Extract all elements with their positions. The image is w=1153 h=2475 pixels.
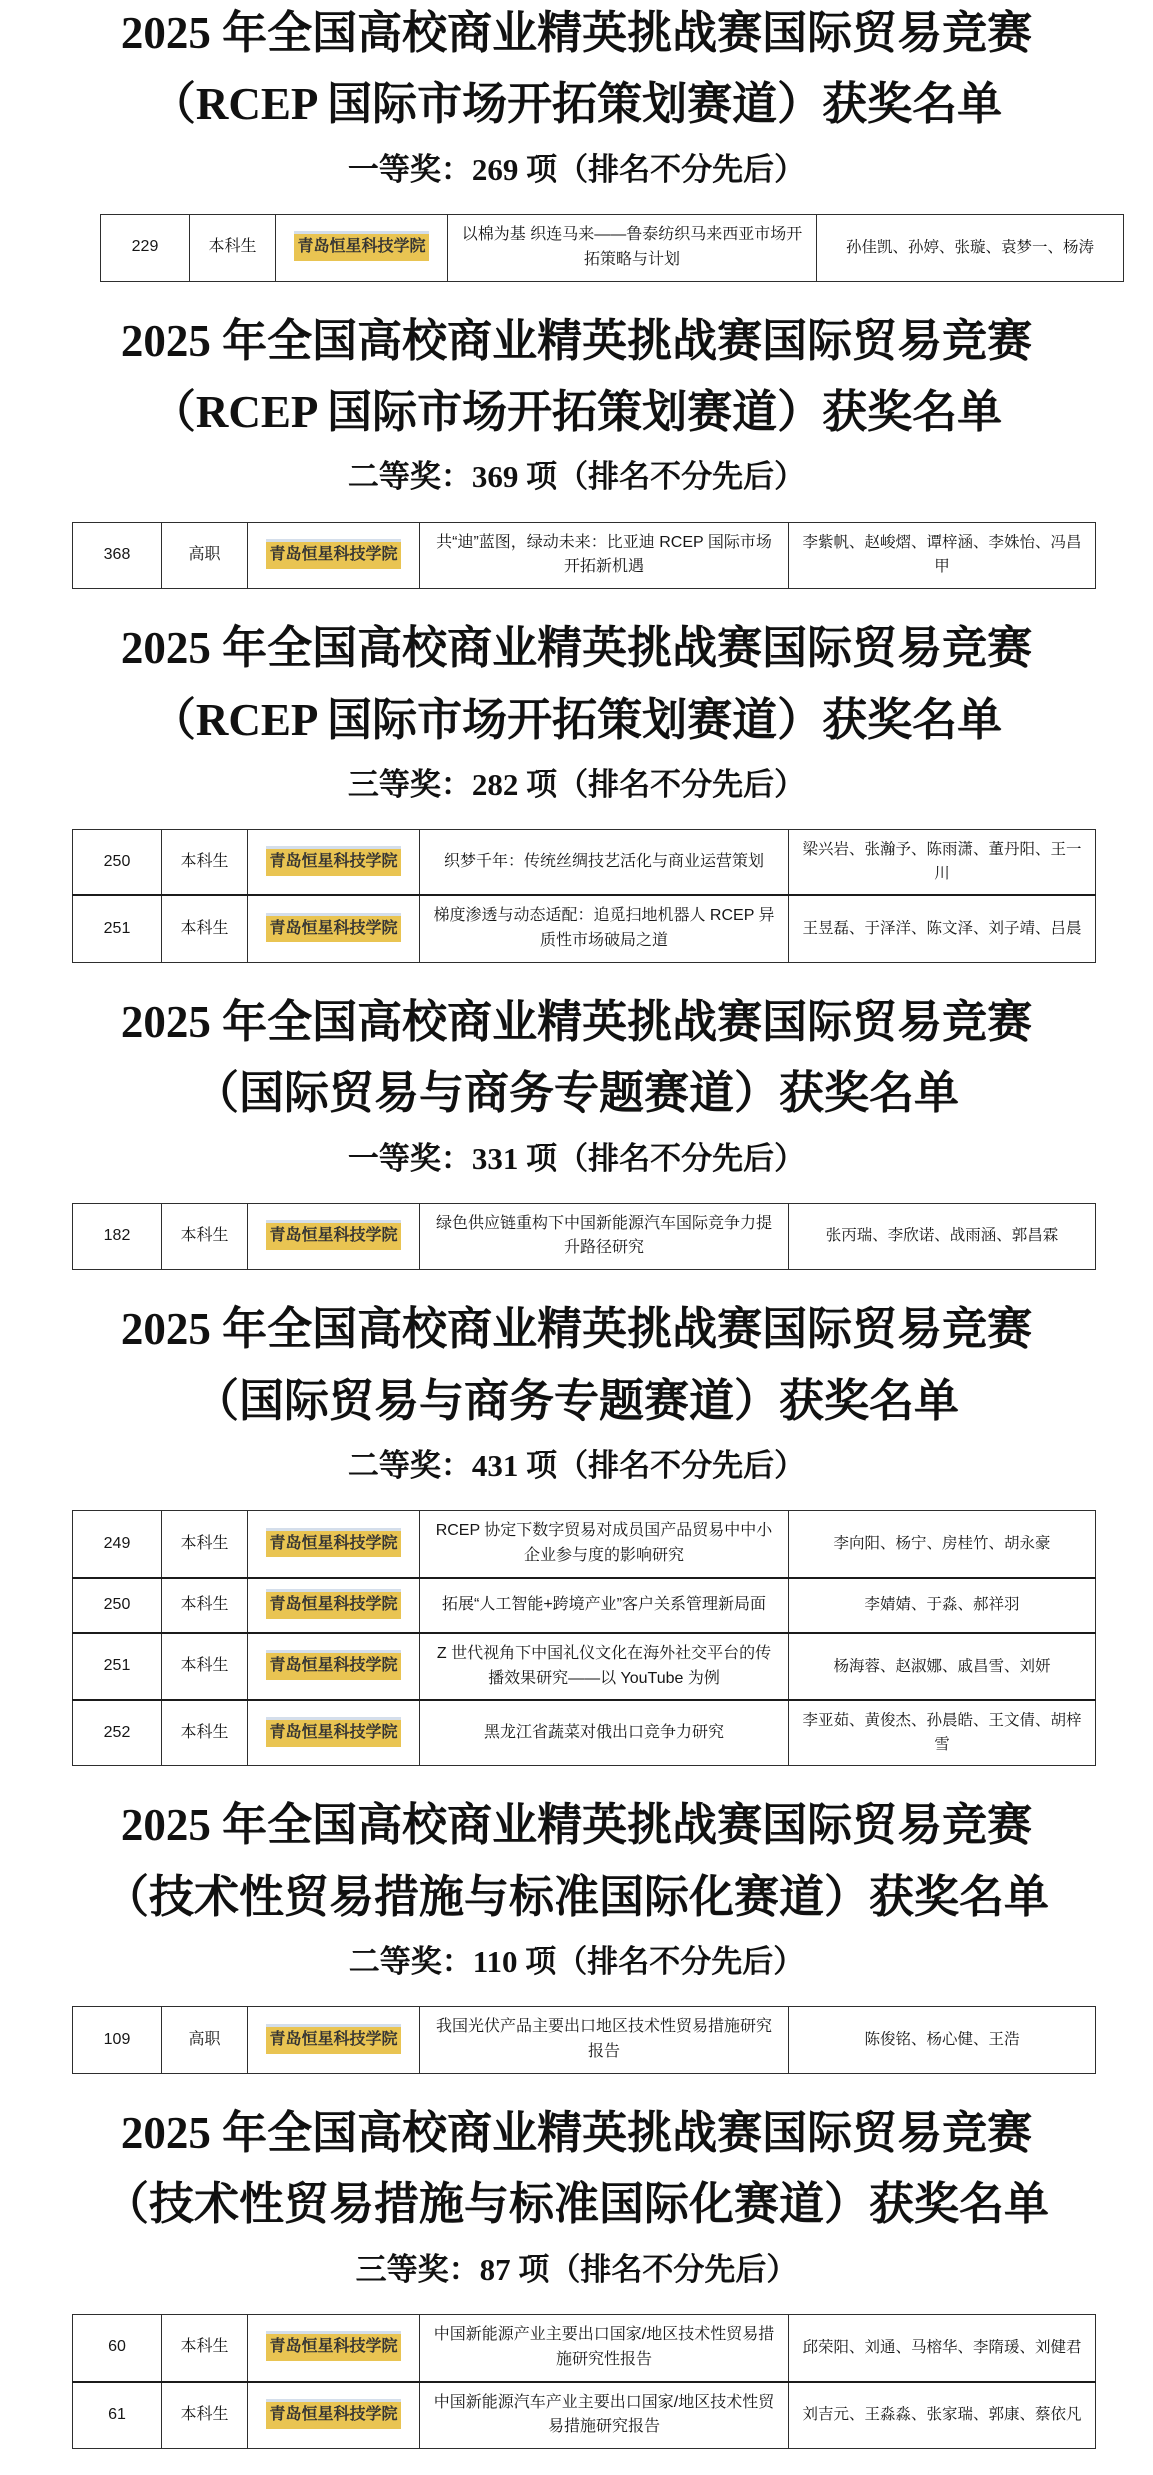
cell-project: 共“迪”蓝图，绿动未来：比亚迪 RCEP 国际市场开拓新机遇 — [420, 522, 789, 589]
cell-project: 织梦千年：传统丝绸技艺活化与商业运营策划 — [420, 830, 789, 896]
award-subtitle: 三等奖：87 项（排名不分先后） — [355, 2251, 798, 2287]
table-row — [73, 1203, 1096, 1270]
cell-school — [248, 895, 420, 962]
cell-school — [248, 1578, 420, 1633]
cell-level: 本科生 — [162, 1633, 248, 1701]
section-title-line2: （技术性贸易措施与标准国际化赛道）获奖名单 — [103, 1871, 1049, 1922]
cell-members: 李婧婧、于淼、郝祥羽 — [789, 1578, 1096, 1633]
cell-number: 252 — [73, 1700, 162, 1766]
section-title-line1: 2025 年全国高校商业精英挑战赛国际贸易竞赛 — [120, 1800, 1033, 1851]
table-row — [73, 2382, 1096, 2449]
cell-level: 本科生 — [162, 2315, 248, 2382]
award-table — [72, 829, 1096, 963]
cell-project: Z 世代视角下中国礼仪文化在海外社交平台的传播效果研究——以 YouTube 为例 — [420, 1633, 789, 1701]
cell-members: 陈俊铭、杨心健、王浩 — [789, 2007, 1096, 2074]
table-row — [73, 830, 1096, 896]
section-title-line1: 2025 年全国高校商业精英挑战赛国际贸易竞赛 — [120, 623, 1033, 674]
cell-number: 229 — [101, 214, 190, 281]
award-table — [72, 522, 1096, 590]
cell-level: 本科生 — [162, 2382, 248, 2449]
cell-number: 368 — [73, 522, 162, 589]
award-subtitle: 三等奖：282 项（排名不分先后） — [347, 766, 806, 802]
cell-number: 250 — [73, 1578, 162, 1633]
cell-school — [248, 1633, 420, 1701]
cell-level: 本科生 — [162, 895, 248, 962]
award-section-rcep-first-prize — [0, 8, 1153, 282]
table-row — [73, 1633, 1096, 1701]
school-highlight: 青岛恒星科技学院 — [266, 1720, 400, 1747]
cell-project: 拓展“人工智能+跨境产业”客户关系管理新局面 — [420, 1578, 789, 1633]
cell-level: 本科生 — [162, 1511, 248, 1578]
cell-members: 孙佳凯、孙婷、张璇、袁梦一、杨涛 — [817, 214, 1124, 281]
award-section-rcep-second-prize — [0, 316, 1153, 590]
award-table — [72, 1510, 1096, 1766]
award-section-trade-second-prize — [0, 1304, 1153, 1766]
table-row — [73, 1578, 1096, 1633]
cell-project: 以棉为基 织连马来——鲁泰纺织马来西亚市场开拓策略与计划 — [448, 214, 817, 281]
school-highlight: 青岛恒星科技学院 — [266, 2402, 400, 2429]
section-title-line2: （国际贸易与商务专题赛道）获奖名单 — [193, 1375, 959, 1426]
cell-level: 本科生 — [162, 1203, 248, 1270]
school-highlight: 青岛恒星科技学院 — [266, 1531, 400, 1558]
table-row — [73, 2007, 1096, 2074]
school-highlight: 青岛恒星科技学院 — [266, 916, 400, 943]
award-subtitle: 一等奖：331 项（排名不分先后） — [347, 1140, 806, 1176]
cell-school — [248, 1700, 420, 1766]
cell-school — [248, 1203, 420, 1270]
cell-project: 中国新能源汽车产业主要出口国家/地区技术性贸易措施研究报告 — [420, 2382, 789, 2449]
section-title-line1: 2025 年全国高校商业精英挑战赛国际贸易竞赛 — [120, 8, 1033, 58]
school-highlight: 青岛恒星科技学院 — [266, 2334, 400, 2361]
section-title-line2: （RCEP 国际市场开拓策划赛道）获奖名单 — [150, 386, 1003, 437]
school-highlight: 青岛恒星科技学院 — [266, 2027, 400, 2054]
section-title-line1: 2025 年全国高校商业精英挑战赛国际贸易竞赛 — [120, 315, 1033, 366]
school-highlight: 青岛恒星科技学院 — [266, 1653, 400, 1680]
cell-members: 梁兴岩、张瀚予、陈雨潇、董丹阳、王一川 — [789, 830, 1096, 896]
award-table — [100, 214, 1124, 282]
cell-number: 249 — [73, 1511, 162, 1578]
cell-level: 本科生 — [190, 214, 276, 281]
cell-school — [276, 214, 448, 281]
cell-number: 61 — [73, 2382, 162, 2449]
award-section-trade-first-prize — [0, 997, 1153, 1271]
section-title-line2: （RCEP 国际市场开拓策划赛道）获奖名单 — [150, 79, 1003, 130]
cell-school — [248, 2315, 420, 2382]
cell-level: 本科生 — [162, 1700, 248, 1766]
award-table — [72, 2006, 1096, 2074]
cell-members: 李向阳、杨宁、房桂竹、胡永豪 — [789, 1511, 1096, 1578]
cell-members: 王昱磊、于泽洋、陈文泽、刘子靖、吕晨 — [789, 895, 1096, 962]
cell-number: 251 — [73, 1633, 162, 1701]
award-section-tbt-third-prize — [0, 2108, 1153, 2449]
award-section-rcep-third-prize — [0, 623, 1153, 963]
cell-level: 本科生 — [162, 1578, 248, 1633]
cell-level: 本科生 — [162, 830, 248, 896]
cell-number: 60 — [73, 2315, 162, 2382]
award-subtitle: 一等奖：269 项（排名不分先后） — [347, 151, 806, 187]
section-title-line1: 2025 年全国高校商业精英挑战赛国际贸易竞赛 — [120, 1304, 1033, 1355]
school-highlight: 青岛恒星科技学院 — [266, 1223, 400, 1250]
award-subtitle: 二等奖：369 项（排名不分先后） — [347, 459, 806, 495]
award-subtitle: 二等奖：431 项（排名不分先后） — [347, 1448, 806, 1484]
cell-number: 250 — [73, 830, 162, 896]
cell-members: 邱荣阳、刘通、马榕华、李隋瑗、刘健君 — [789, 2315, 1096, 2382]
table-row — [73, 522, 1096, 589]
table-row — [73, 2315, 1096, 2382]
cell-members: 李亚茹、黄俊杰、孙晨皓、王文倩、胡梓雪 — [789, 1700, 1096, 1766]
cell-school — [248, 522, 420, 589]
cell-school — [248, 2382, 420, 2449]
award-subtitle: 二等奖：110 项（排名不分先后） — [348, 1944, 805, 1980]
award-section-tbt-second-prize — [0, 1800, 1153, 2074]
school-highlight: 青岛恒星科技学院 — [266, 542, 400, 569]
school-highlight: 青岛恒星科技学院 — [294, 234, 428, 261]
cell-school — [248, 830, 420, 896]
cell-level: 高职 — [162, 522, 248, 589]
cell-level: 高职 — [162, 2007, 248, 2074]
school-highlight: 青岛恒星科技学院 — [266, 1592, 400, 1619]
cell-project: 梯度渗透与动态适配：追觅扫地机器人 RCEP 异质性市场破局之道 — [420, 895, 789, 962]
cell-members: 杨海蓉、赵淑娜、戚昌雪、刘妍 — [789, 1633, 1096, 1701]
cell-project: RCEP 协定下数字贸易对成员国产品贸易中中小企业参与度的影响研究 — [420, 1511, 789, 1578]
cell-project: 绿色供应链重构下中国新能源汽车国际竞争力提升路径研究 — [420, 1203, 789, 1270]
award-table — [72, 2314, 1096, 2449]
cell-number: 109 — [73, 2007, 162, 2074]
table-row — [73, 895, 1096, 962]
cell-school — [248, 2007, 420, 2074]
table-row — [101, 214, 1124, 281]
section-title-line2: （技术性贸易措施与标准国际化赛道）获奖名单 — [103, 2179, 1049, 2230]
table-row — [73, 1700, 1096, 1766]
cell-project: 我国光伏产品主要出口地区技术性贸易措施研究报告 — [420, 2007, 789, 2074]
cell-members: 刘吉元、王淼淼、张家瑞、郭康、蔡依凡 — [789, 2382, 1096, 2449]
section-title-line2: （RCEP 国际市场开拓策划赛道）获奖名单 — [150, 694, 1003, 745]
cell-number: 251 — [73, 895, 162, 962]
school-highlight: 青岛恒星科技学院 — [266, 849, 400, 876]
section-title-line2: （国际贸易与商务专题赛道）获奖名单 — [193, 1068, 959, 1119]
section-title-line1: 2025 年全国高校商业精英挑战赛国际贸易竞赛 — [120, 2108, 1033, 2159]
section-title-line1: 2025 年全国高校商业精英挑战赛国际贸易竞赛 — [120, 996, 1033, 1047]
cell-members: 李紫帆、赵峻熠、谭梓涵、李姝怡、冯昌甲 — [789, 522, 1096, 589]
cell-project: 黑龙江省蔬菜对俄出口竞争力研究 — [420, 1700, 789, 1766]
award-table — [72, 1203, 1096, 1271]
cell-school — [248, 1511, 420, 1578]
cell-members: 张丙瑞、李欣诺、战雨涵、郭昌霖 — [789, 1203, 1096, 1270]
cell-number: 182 — [73, 1203, 162, 1270]
cell-project: 中国新能源产业主要出口国家/地区技术性贸易措施研究性报告 — [420, 2315, 789, 2382]
table-row — [73, 1511, 1096, 1578]
